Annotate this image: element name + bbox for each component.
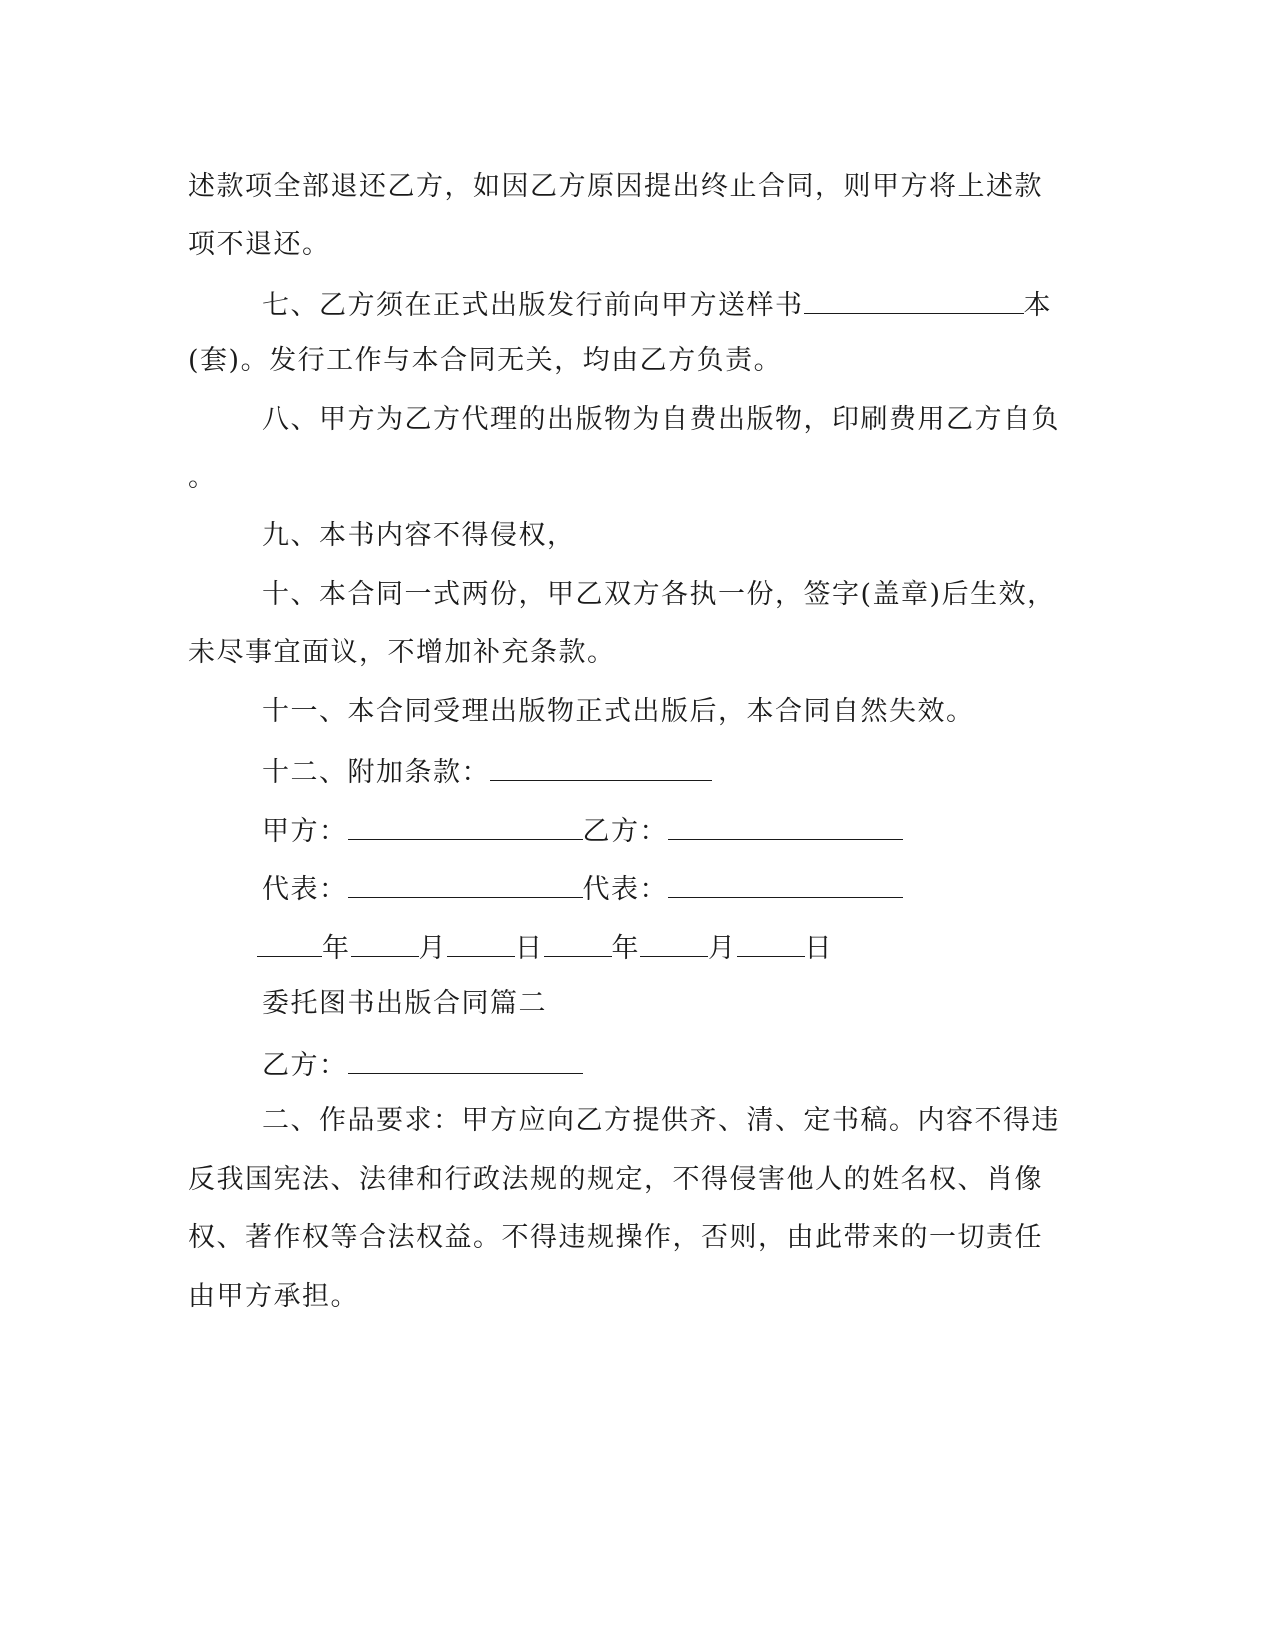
fill-blank xyxy=(640,926,708,957)
clause-10-line: 十、本合同一式两份，甲乙双方各执一份，签字(盖章)后生效， xyxy=(262,579,1056,610)
fill-blank xyxy=(348,867,583,898)
party-b-line: 乙方： xyxy=(262,1043,583,1083)
representative-line: 代表： 代表： xyxy=(262,867,903,907)
date-line: 年 月 日 年 月 日 xyxy=(257,926,833,966)
paragraph-line: 权、著作权等合法权益。不得违规操作，否则，由此带来的一切责任 xyxy=(188,1222,1043,1253)
fill-blank xyxy=(737,926,805,957)
paragraph-line: 反我国宪法、法律和行政法规的规定，不得侵害他人的姓名权、肖像 xyxy=(188,1164,1043,1195)
clause-11-line: 十一、本合同受理出版物正式出版后，本合同自然失效。 xyxy=(262,696,975,727)
clause-7-line: 七、乙方须在正式出版发行前向甲方送样书 本 xyxy=(262,283,1052,323)
fill-blank xyxy=(257,926,322,957)
section-title: 委托图书出版合同篇二 xyxy=(262,988,547,1019)
clause-12-line: 十二、附加条款： xyxy=(262,750,712,790)
party-line: 甲方： 乙方： xyxy=(262,809,903,849)
fill-blank xyxy=(490,750,712,781)
paragraph-line: 未尽事宜面议，不增加补充条款。 xyxy=(188,637,616,668)
fill-blank xyxy=(668,867,903,898)
clause-9-line: 九、本书内容不得侵权， xyxy=(262,520,576,551)
paragraph-line: 述款项全部退还乙方，如因乙方原因提出终止合同，则甲方将上述款 xyxy=(188,171,1043,202)
clause-2-line: 二、作品要求：甲方应向乙方提供齐、清、定书稿。内容不得违 xyxy=(262,1105,1060,1136)
clause-8-line: 八、甲方为乙方代理的出版物为自费出版物，印刷费用乙方自负 xyxy=(262,404,1060,435)
fill-blank xyxy=(804,283,1024,314)
fill-blank xyxy=(351,926,419,957)
paragraph-line: 。 xyxy=(188,462,217,493)
paragraph-line: 项不退还。 xyxy=(188,229,331,260)
fill-blank xyxy=(348,1043,583,1074)
fill-blank xyxy=(447,926,515,957)
fill-blank xyxy=(348,809,583,840)
paragraph-line: 由甲方承担。 xyxy=(188,1281,359,1312)
fill-blank xyxy=(544,926,612,957)
fill-blank xyxy=(668,809,903,840)
paragraph-line: (套)。发行工作与本合同无关，均由乙方负责。 xyxy=(188,345,783,376)
